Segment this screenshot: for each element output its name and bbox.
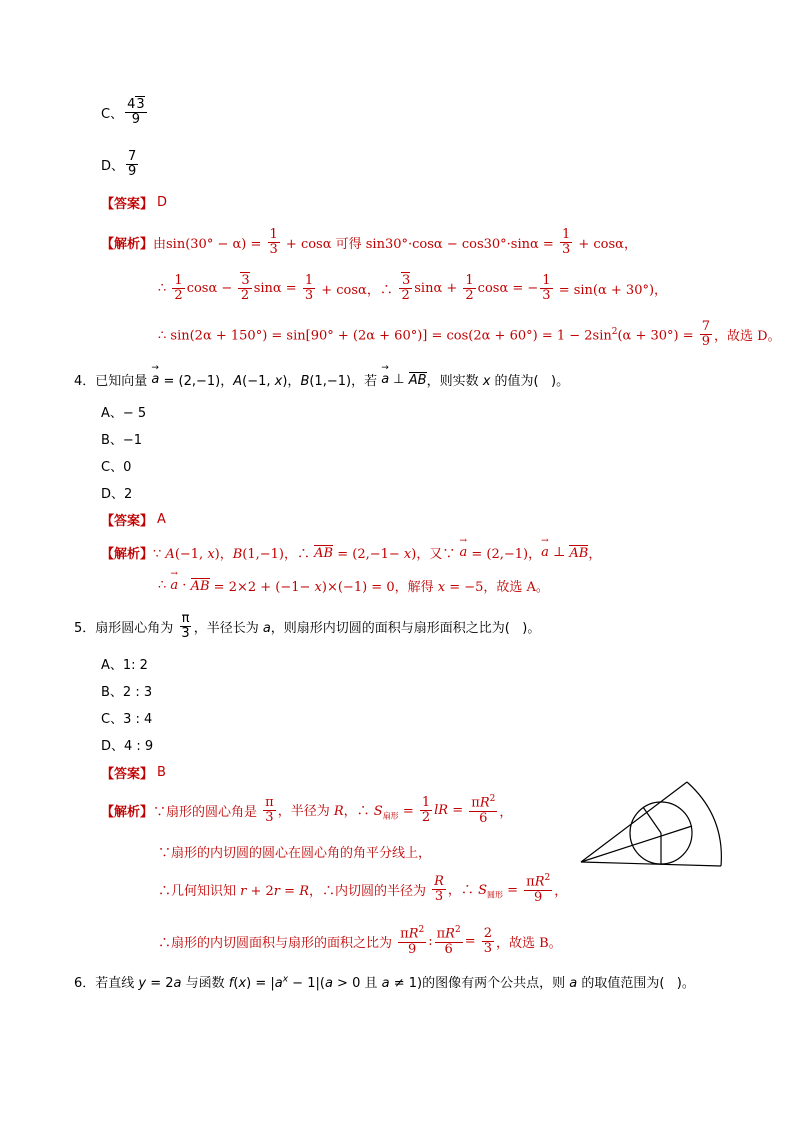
angle-bisector (581, 826, 692, 862)
q5-option-c: C、3 : 4 (101, 712, 153, 727)
sector-radius-upper (581, 782, 687, 862)
q3-analysis-line3: ∴ $\sin(2\alpha + 150^\circ) = \sin[90^\circ + (2\alpha + 60^\circ)] = \cos(2\alpha + 60^\circ) = 1 - 2\sin^2(\alpha + 30^\circ)$ = $\frac{7}{9}$ ，故选 D。 (158, 319, 781, 350)
q4-analysis-line1: 【解析】 ∵ A(−1, x)，B(1,−1)，∴ AB = (2,−1− x)，又∵ → a = (2,−1)， → a ⊥ AB ， (101, 543, 601, 562)
q4-analysis-line2: ∴ → a · AB = 2×2 + (−1− x)×(−1) = 0，解得 x = −5，故选 A。 (158, 576, 549, 595)
incircle-radius-upper (643, 807, 661, 833)
q5-option-d: D、4 : 9 (101, 739, 154, 754)
q5-analysis-line1: 【解析】 ∵扇形的圆心角是 $\frac{\pi}{3}$ ，半径为 R，∴ $S_{扇形}$ = $\frac{1}{2}$ lR = $\frac{\pi R^2}{6}$ ， (101, 794, 513, 826)
option-letter: C、 (101, 107, 124, 123)
q5-option-a: A、1: 2 (101, 658, 148, 673)
answer-label: 【答案】 (101, 514, 154, 529)
q3-analysis-line2: ∴ $\frac{1}{2}$ cosα − $\frac{3}{2}$ sinα = $\frac{1}{3}$ + cosα，∴ $\frac{3}{2}$ sinα + $\frac{1}{2}$ cosα = − $\frac{1}{3}$ = sin(α + 30°)， (158, 273, 668, 304)
q4-option-a: A、− 5 (101, 406, 147, 421)
option-fraction: $\frac{7}{9}$ (128, 149, 137, 180)
q4-option-b: B、−1 (101, 433, 143, 448)
answer-value: B (157, 765, 166, 780)
q3-answer (101, 193, 167, 212)
q3-option-d (101, 150, 140, 180)
q5-stem: 5．扇形圆心角为 $\frac{\pi}{3}$ ，半径长为 a，则扇形内切圆的面积与扇形面积之比为( )。 (74, 611, 541, 642)
answer-value: A (157, 512, 166, 527)
answer-value: D (157, 195, 168, 210)
sector-incircle-figure (575, 776, 725, 872)
q5-answer (101, 763, 166, 782)
q4-answer (101, 510, 166, 529)
option-fraction: $\frac{43}{9}$ (127, 97, 145, 128)
option-letter: D、 (101, 159, 125, 175)
q5-analysis-line4: ∴扇形的内切圆面积与扇形的面积之比为 $\frac{\pi R^2}{9}$ : $\frac{\pi R^2}{6}$ = $\frac{2}{3}$ ，故选 B。 (158, 925, 562, 957)
q6-stem: 6．若直线 y = 2a 与函数 $f(x) = |a^x - 1|(a > 0$ 且 a ≠ 1)的图像有两个公共点，则 a 的取值范围为( )。 (74, 974, 695, 991)
analysis-label: 【解析】 (101, 804, 154, 820)
answer-label: 【答案】 (101, 767, 154, 782)
q3-analysis-line1: 【解析】 由sin(30° − α) = $\frac{1}{3}$ + cosα 可得 sin30°·cosα − cos30°·sinα = $\frac{1}{3}$ + cosα， (101, 227, 637, 258)
sector-arc (687, 782, 721, 866)
q5-analysis-line3: ∴几何知识知 r + 2r = R，∴内切圆的半径为 $\frac{R}{3}$ ，∴ $S_{圆形}$ = $\frac{\pi R^2}{9}$ ， (158, 873, 568, 905)
q4-stem: 4．已知向量 → a = (2,−1)，A(−1, x)，B(1,−1)，若 → a ⊥ AB ，则实数 x 的值为( )。 (74, 370, 569, 389)
q3-option-c (101, 98, 149, 128)
q5-option-b: B、2 : 3 (101, 685, 153, 700)
q5-analysis-line2: ∵扇形的内切圆的圆心在圆心角的角平分线上， (158, 846, 432, 861)
q4-option-d: D、2 (101, 487, 133, 502)
answer-label: 【答案】 (101, 197, 154, 212)
q4-option-c: C、0 (101, 460, 132, 475)
analysis-label: 【解析】 (101, 237, 154, 253)
analysis-label: 【解析】 (101, 547, 154, 562)
